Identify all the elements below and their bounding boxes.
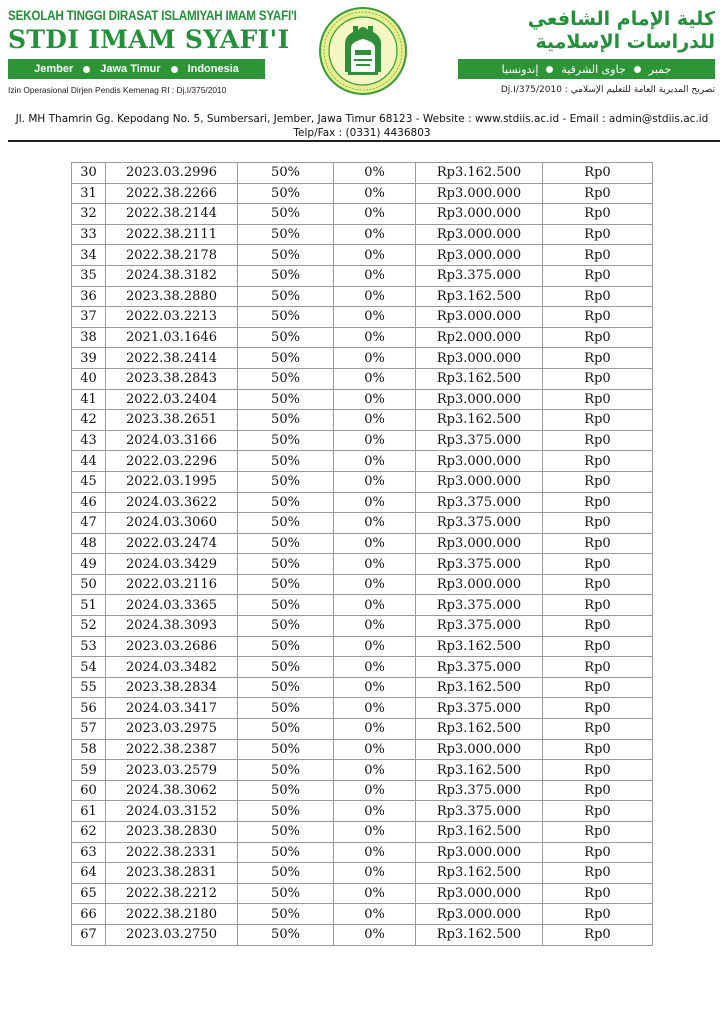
student-id-cell: 2023.38.2651 (106, 410, 238, 431)
row-number-cell: 37 (72, 307, 106, 328)
row-number-cell: 47 (72, 513, 106, 534)
arabic-location-province: جاوى الشرقية (561, 62, 626, 76)
discount-2-cell: 0% (334, 224, 416, 245)
discount-2-cell: 0% (334, 204, 416, 225)
student-id-cell: 2023.03.2975 (106, 719, 238, 740)
fee-amount-cell: Rp3.375.000 (416, 801, 543, 822)
student-id-cell: 2023.03.2996 (106, 163, 238, 184)
discount-2-cell: 0% (334, 760, 416, 781)
bullet-icon (546, 66, 553, 73)
table-row (72, 410, 653, 431)
balance-cell: Rp0 (543, 348, 653, 369)
table-row (72, 513, 653, 534)
row-number-cell: 35 (72, 265, 106, 286)
balance-cell: Rp0 (543, 492, 653, 513)
row-number-cell: 63 (72, 842, 106, 863)
table-row (72, 554, 653, 575)
row-number-cell: 60 (72, 780, 106, 801)
row-number-cell: 52 (72, 616, 106, 637)
discount-2-cell: 0% (334, 348, 416, 369)
discount-1-cell: 50% (238, 780, 334, 801)
student-id-cell: 2024.38.3093 (106, 616, 238, 637)
table-row (72, 492, 653, 513)
table-row (72, 636, 653, 657)
discount-1-cell: 50% (238, 574, 334, 595)
discount-2-cell: 0% (334, 245, 416, 266)
row-number-cell: 34 (72, 245, 106, 266)
discount-1-cell: 50% (238, 410, 334, 431)
arabic-institution-name-line2: للدراسات الإسلامية (535, 31, 715, 53)
arabic-location-country: إندونسيا (501, 62, 539, 76)
student-id-cell: 2024.03.3417 (106, 698, 238, 719)
discount-1-cell: 50% (238, 265, 334, 286)
discount-2-cell: 0% (334, 327, 416, 348)
fee-amount-cell: Rp3.162.500 (416, 286, 543, 307)
balance-cell: Rp0 (543, 286, 653, 307)
balance-cell: Rp0 (543, 924, 653, 945)
balance-cell: Rp0 (543, 883, 653, 904)
balance-cell: Rp0 (543, 163, 653, 184)
discount-2-cell: 0% (334, 657, 416, 678)
table-row (72, 533, 653, 554)
discount-1-cell: 50% (238, 636, 334, 657)
discount-1-cell: 50% (238, 883, 334, 904)
balance-cell: Rp0 (543, 739, 653, 760)
fee-amount-cell: Rp3.375.000 (416, 265, 543, 286)
table-row (72, 451, 653, 472)
student-id-cell: 2024.03.3152 (106, 801, 238, 822)
discount-1-cell: 50% (238, 698, 334, 719)
row-number-cell: 64 (72, 863, 106, 884)
balance-cell: Rp0 (543, 760, 653, 781)
fee-amount-cell: Rp3.000.000 (416, 307, 543, 328)
row-number-cell: 33 (72, 224, 106, 245)
discount-1-cell: 50% (238, 513, 334, 534)
fee-amount-cell: Rp3.000.000 (416, 574, 543, 595)
discount-1-cell: 50% (238, 430, 334, 451)
table-row (72, 719, 653, 740)
table-row (72, 368, 653, 389)
student-id-cell: 2023.38.2880 (106, 286, 238, 307)
bullet-icon (83, 66, 90, 73)
fee-amount-cell: Rp3.000.000 (416, 224, 543, 245)
student-id-cell: 2022.03.2213 (106, 307, 238, 328)
balance-cell: Rp0 (543, 863, 653, 884)
row-number-cell: 43 (72, 430, 106, 451)
row-number-cell: 40 (72, 368, 106, 389)
discount-2-cell: 0% (334, 265, 416, 286)
table-body (72, 163, 653, 946)
balance-cell: Rp0 (543, 307, 653, 328)
discount-2-cell: 0% (334, 677, 416, 698)
row-number-cell: 44 (72, 451, 106, 472)
discount-1-cell: 50% (238, 492, 334, 513)
discount-1-cell: 50% (238, 327, 334, 348)
table-row (72, 698, 653, 719)
row-number-cell: 31 (72, 183, 106, 204)
balance-cell: Rp0 (543, 410, 653, 431)
fee-amount-cell: Rp3.375.000 (416, 492, 543, 513)
balance-cell: Rp0 (543, 780, 653, 801)
balance-cell: Rp0 (543, 698, 653, 719)
fee-amount-cell: Rp3.375.000 (416, 554, 543, 575)
table-row (72, 430, 653, 451)
student-id-cell: 2024.03.3622 (106, 492, 238, 513)
row-number-cell: 54 (72, 657, 106, 678)
institution-name: SEKOLAH TINGGI DIRASAT ISLAMIYAH IMAM SYAFI'I (8, 8, 297, 23)
table-row (72, 822, 653, 843)
discount-2-cell: 0% (334, 492, 416, 513)
phone-line: Telp/Fax : (0331) 4436803 (293, 127, 431, 139)
discount-2-cell: 0% (334, 430, 416, 451)
discount-2-cell: 0% (334, 739, 416, 760)
balance-cell: Rp0 (543, 224, 653, 245)
fee-amount-cell: Rp3.000.000 (416, 348, 543, 369)
student-id-cell: 2023.03.2579 (106, 760, 238, 781)
student-id-cell: 2024.03.3429 (106, 554, 238, 575)
arabic-institution-name-line1: كلية الإمام الشافعي (527, 8, 715, 30)
fee-amount-cell: Rp3.000.000 (416, 739, 543, 760)
table-row (72, 760, 653, 781)
student-id-cell: 2022.38.2178 (106, 245, 238, 266)
fee-amount-cell: Rp3.375.000 (416, 780, 543, 801)
student-id-cell: 2024.38.3182 (106, 265, 238, 286)
discount-2-cell: 0% (334, 471, 416, 492)
table-row (72, 883, 653, 904)
student-id-cell: 2022.38.2414 (106, 348, 238, 369)
student-id-cell: 2024.03.3166 (106, 430, 238, 451)
permit-text: Izin Operasional Dirjen Pendis Kemenag RI : Dj.I/375/2010 (8, 85, 227, 95)
table-row (72, 327, 653, 348)
balance-cell: Rp0 (543, 904, 653, 925)
table-row (72, 265, 653, 286)
discount-2-cell: 0% (334, 904, 416, 925)
fee-amount-cell: Rp3.162.500 (416, 822, 543, 843)
table-row (72, 657, 653, 678)
balance-cell: Rp0 (543, 533, 653, 554)
fee-amount-cell: Rp3.000.000 (416, 533, 543, 554)
address-block (0, 112, 724, 140)
discount-1-cell: 50% (238, 389, 334, 410)
table-row (72, 801, 653, 822)
discount-1-cell: 50% (238, 451, 334, 472)
discount-2-cell: 0% (334, 451, 416, 472)
institution-short-name: STDI IMAM SYAFI'I (8, 25, 290, 54)
row-number-cell: 57 (72, 719, 106, 740)
fee-amount-cell: Rp2.000.000 (416, 327, 543, 348)
fee-amount-cell: Rp3.000.000 (416, 904, 543, 925)
row-number-cell: 61 (72, 801, 106, 822)
row-number-cell: 56 (72, 698, 106, 719)
table-row (72, 245, 653, 266)
fee-amount-cell: Rp3.162.500 (416, 924, 543, 945)
table-row (72, 389, 653, 410)
student-id-cell: 2022.38.2266 (106, 183, 238, 204)
table-row (72, 616, 653, 637)
balance-cell: Rp0 (543, 204, 653, 225)
discount-1-cell: 50% (238, 183, 334, 204)
row-number-cell: 50 (72, 574, 106, 595)
discount-1-cell: 50% (238, 822, 334, 843)
fee-amount-cell: Rp3.162.500 (416, 368, 543, 389)
bullet-icon (171, 66, 178, 73)
letterhead-right (455, 8, 715, 95)
discount-2-cell: 0% (334, 410, 416, 431)
discount-2-cell: 0% (334, 636, 416, 657)
row-number-cell: 42 (72, 410, 106, 431)
balance-cell: Rp0 (543, 677, 653, 698)
row-number-cell: 32 (72, 204, 106, 225)
balance-cell: Rp0 (543, 595, 653, 616)
discount-1-cell: 50% (238, 286, 334, 307)
balance-cell: Rp0 (543, 636, 653, 657)
fee-amount-cell: Rp3.000.000 (416, 245, 543, 266)
student-id-cell: 2023.03.2750 (106, 924, 238, 945)
student-fee-table (71, 162, 653, 946)
student-id-cell: 2024.03.3482 (106, 657, 238, 678)
discount-2-cell: 0% (334, 801, 416, 822)
row-number-cell: 62 (72, 822, 106, 843)
fee-amount-cell: Rp3.375.000 (416, 616, 543, 637)
table-row (72, 471, 653, 492)
row-number-cell: 55 (72, 677, 106, 698)
discount-1-cell: 50% (238, 307, 334, 328)
discount-2-cell: 0% (334, 307, 416, 328)
discount-2-cell: 0% (334, 554, 416, 575)
table-row (72, 842, 653, 863)
balance-cell: Rp0 (543, 389, 653, 410)
row-number-cell: 46 (72, 492, 106, 513)
discount-2-cell: 0% (334, 616, 416, 637)
discount-1-cell: 50% (238, 554, 334, 575)
balance-cell: Rp0 (543, 842, 653, 863)
row-number-cell: 48 (72, 533, 106, 554)
discount-1-cell: 50% (238, 616, 334, 637)
table-row (72, 924, 653, 945)
discount-2-cell: 0% (334, 595, 416, 616)
fee-amount-cell: Rp3.162.500 (416, 163, 543, 184)
discount-2-cell: 0% (334, 513, 416, 534)
student-id-cell: 2022.03.2404 (106, 389, 238, 410)
row-number-cell: 51 (72, 595, 106, 616)
balance-cell: Rp0 (543, 801, 653, 822)
student-id-cell: 2023.38.2830 (106, 822, 238, 843)
discount-2-cell: 0% (334, 842, 416, 863)
row-number-cell: 67 (72, 924, 106, 945)
table-row (72, 183, 653, 204)
header-divider (8, 140, 720, 142)
row-number-cell: 65 (72, 883, 106, 904)
discount-1-cell: 50% (238, 719, 334, 740)
table-row (72, 739, 653, 760)
balance-cell: Rp0 (543, 471, 653, 492)
balance-cell: Rp0 (543, 574, 653, 595)
discount-1-cell: 50% (238, 801, 334, 822)
table-row (72, 677, 653, 698)
row-number-cell: 39 (72, 348, 106, 369)
student-id-cell: 2024.38.3062 (106, 780, 238, 801)
row-number-cell: 66 (72, 904, 106, 925)
letterhead-left (8, 8, 297, 95)
table-row (72, 595, 653, 616)
table-row (72, 163, 653, 184)
discount-1-cell: 50% (238, 204, 334, 225)
discount-2-cell: 0% (334, 698, 416, 719)
location-city: Jember (34, 63, 74, 75)
discount-1-cell: 50% (238, 842, 334, 863)
bullet-icon (634, 66, 641, 73)
fee-amount-cell: Rp3.162.500 (416, 677, 543, 698)
stdi-seal-logo (318, 6, 408, 96)
row-number-cell: 59 (72, 760, 106, 781)
balance-cell: Rp0 (543, 265, 653, 286)
table-row (72, 224, 653, 245)
balance-cell: Rp0 (543, 451, 653, 472)
row-number-cell: 53 (72, 636, 106, 657)
fee-amount-cell: Rp3.375.000 (416, 430, 543, 451)
table-row (72, 307, 653, 328)
discount-2-cell: 0% (334, 574, 416, 595)
fee-amount-cell: Rp3.000.000 (416, 389, 543, 410)
balance-cell: Rp0 (543, 513, 653, 534)
discount-2-cell: 0% (334, 183, 416, 204)
discount-2-cell: 0% (334, 719, 416, 740)
fee-amount-cell: Rp3.375.000 (416, 513, 543, 534)
row-number-cell: 41 (72, 389, 106, 410)
balance-cell: Rp0 (543, 183, 653, 204)
discount-2-cell: 0% (334, 822, 416, 843)
student-id-cell: 2024.03.3060 (106, 513, 238, 534)
row-number-cell: 38 (72, 327, 106, 348)
arabic-location-city: جمبر (648, 62, 672, 76)
fee-amount-cell: Rp3.000.000 (416, 451, 543, 472)
discount-2-cell: 0% (334, 368, 416, 389)
location-province: Jawa Timur (100, 63, 161, 75)
table-row (72, 348, 653, 369)
discount-1-cell: 50% (238, 533, 334, 554)
discount-1-cell: 50% (238, 657, 334, 678)
address-line: Jl. MH Thamrin Gg. Kepodang No. 5, Sumbersari, Jember, Jawa Timur 68123 - Website : www.stdiis.ac.id - Email : admin@stdiis.ac.id (15, 113, 709, 125)
discount-1-cell: 50% (238, 863, 334, 884)
fee-amount-cell: Rp3.162.500 (416, 636, 543, 657)
student-id-cell: 2022.03.2296 (106, 451, 238, 472)
discount-1-cell: 50% (238, 739, 334, 760)
balance-cell: Rp0 (543, 554, 653, 575)
balance-cell: Rp0 (543, 368, 653, 389)
student-id-cell: 2022.38.2387 (106, 739, 238, 760)
student-id-cell: 2022.38.2111 (106, 224, 238, 245)
balance-cell: Rp0 (543, 657, 653, 678)
discount-1-cell: 50% (238, 163, 334, 184)
discount-1-cell: 50% (238, 924, 334, 945)
fee-amount-cell: Rp3.000.000 (416, 842, 543, 863)
discount-1-cell: 50% (238, 595, 334, 616)
discount-2-cell: 0% (334, 883, 416, 904)
table-row (72, 574, 653, 595)
student-id-cell: 2022.03.2116 (106, 574, 238, 595)
row-number-cell: 45 (72, 471, 106, 492)
discount-1-cell: 50% (238, 904, 334, 925)
fee-amount-cell: Rp3.162.500 (416, 760, 543, 781)
balance-cell: Rp0 (543, 616, 653, 637)
table-row (72, 780, 653, 801)
student-id-cell: 2022.03.1995 (106, 471, 238, 492)
balance-cell: Rp0 (543, 245, 653, 266)
student-id-cell: 2023.03.2686 (106, 636, 238, 657)
student-id-cell: 2022.38.2180 (106, 904, 238, 925)
balance-cell: Rp0 (543, 719, 653, 740)
balance-cell: Rp0 (543, 430, 653, 451)
location-country: Indonesia (187, 63, 239, 75)
table-row (72, 204, 653, 225)
student-id-cell: 2023.38.2831 (106, 863, 238, 884)
fee-amount-cell: Rp3.162.500 (416, 863, 543, 884)
discount-2-cell: 0% (334, 163, 416, 184)
discount-1-cell: 50% (238, 677, 334, 698)
discount-2-cell: 0% (334, 924, 416, 945)
fee-amount-cell: Rp3.375.000 (416, 698, 543, 719)
discount-2-cell: 0% (334, 389, 416, 410)
row-number-cell: 58 (72, 739, 106, 760)
fee-amount-cell: Rp3.000.000 (416, 883, 543, 904)
fee-amount-cell: Rp3.000.000 (416, 204, 543, 225)
student-id-cell: 2022.38.2212 (106, 883, 238, 904)
row-number-cell: 30 (72, 163, 106, 184)
arabic-permit-text: تصريح المديرية العامة للتعليم الإسلامي : Dj.I/375/2010 (500, 85, 715, 95)
discount-1-cell: 50% (238, 471, 334, 492)
fee-amount-cell: Rp3.162.500 (416, 410, 543, 431)
discount-2-cell: 0% (334, 780, 416, 801)
discount-1-cell: 50% (238, 348, 334, 369)
fee-amount-cell: Rp3.375.000 (416, 657, 543, 678)
discount-2-cell: 0% (334, 533, 416, 554)
discount-1-cell: 50% (238, 245, 334, 266)
fee-amount-cell: Rp3.000.000 (416, 183, 543, 204)
discount-2-cell: 0% (334, 286, 416, 307)
row-number-cell: 49 (72, 554, 106, 575)
student-id-cell: 2023.38.2843 (106, 368, 238, 389)
table-row (72, 904, 653, 925)
balance-cell: Rp0 (543, 822, 653, 843)
discount-1-cell: 50% (238, 368, 334, 389)
student-id-cell: 2021.03.1646 (106, 327, 238, 348)
discount-1-cell: 50% (238, 760, 334, 781)
row-number-cell: 36 (72, 286, 106, 307)
student-id-cell: 2024.03.3365 (106, 595, 238, 616)
arabic-location-bar (458, 59, 715, 79)
fee-amount-cell: Rp3.000.000 (416, 471, 543, 492)
discount-1-cell: 50% (238, 224, 334, 245)
fee-amount-cell: Rp3.162.500 (416, 719, 543, 740)
student-id-cell: 2022.38.2331 (106, 842, 238, 863)
fee-amount-cell: Rp3.375.000 (416, 595, 543, 616)
student-id-cell: 2023.38.2834 (106, 677, 238, 698)
discount-2-cell: 0% (334, 863, 416, 884)
table-row (72, 286, 653, 307)
table-row (72, 863, 653, 884)
balance-cell: Rp0 (543, 327, 653, 348)
student-id-cell: 2022.03.2474 (106, 533, 238, 554)
location-bar (8, 59, 265, 79)
student-id-cell: 2022.38.2144 (106, 204, 238, 225)
